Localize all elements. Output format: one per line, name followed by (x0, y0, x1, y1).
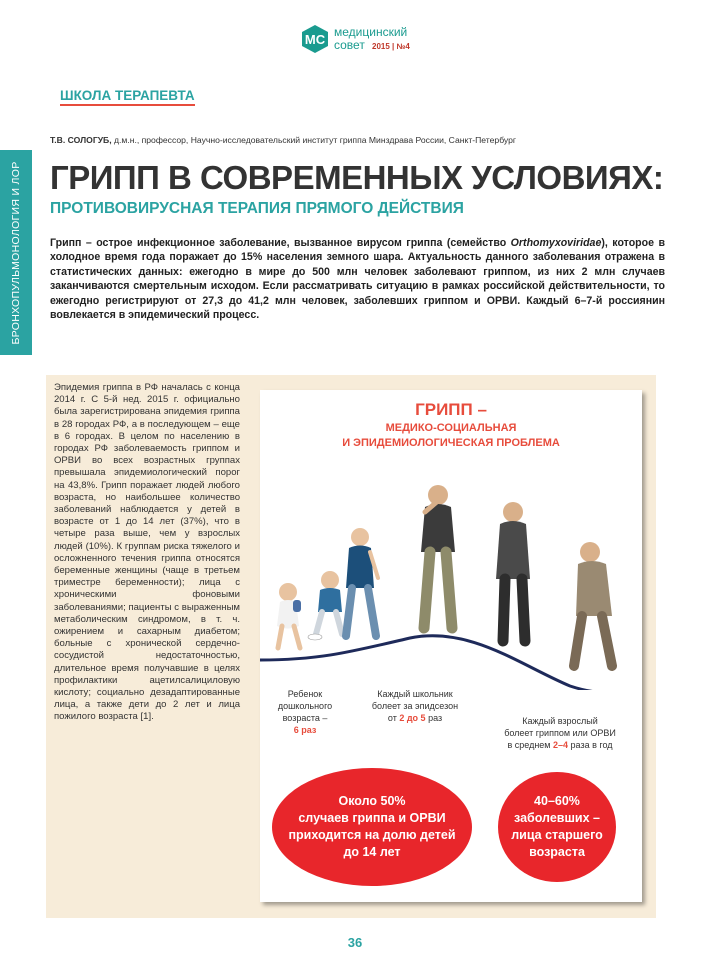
infographic-title: ГРИПП – (415, 400, 487, 419)
caption-child: Ребенок дошкольного возраста – 6 раз (277, 689, 333, 735)
toddler-figure (308, 571, 342, 640)
sidebar-label: БРОНХОПУЛЬМОНОЛОГИЯ И ЛОР (10, 160, 22, 345)
article-title: ГРИПП В СОВРЕМЕННЫХ УСЛОВИЯХ: (50, 159, 664, 196)
svg-text:МС: МС (304, 32, 326, 47)
section-sidebar (0, 150, 32, 355)
body-text: Эпидемия гриппа в РФ началась с конца 2014 г. С 5-й нед. 2015 г. официально была зарегистрирована эпидемия гриппа в 28 городах РФ, а в последующем – еще в 6 городах. В целом по населению в городах РФ заболеваемость гриппом и ОРВИ во всех возрастных группах превышала эпидемиологический порог на 43,8%. Грипп поражает людей любого возраста, но наибольшее количество заболеваний наблюдается у детей в возрасте от 1 до 14 лет (37%), что в четыре раза выше, чем у взрослых людей (10%). К группам риска тяжелого и осложненного течения гриппа относятся беременные женщины (чаще в третьем триместре беременности); лица с хроническими фоновыми заболеваниями; пациенты с выраженным метаболическим синдромом, в т. ч. ожирением и сахарным диабетом; больные с хронической сердечно-сосудистой недостаточностью, длительное время получавшие в целях профилактики ацетилсалициловую кислоту; социально дезадаптированные лица, а также дети до 2 лет и лица пожилого возраста [1]. (54, 382, 240, 723)
section-heading: ШКОЛА ТЕРАПЕВТА (60, 88, 195, 106)
infographic-subtitle-line2: И ЭПИДЕМИОЛОГИЧЕСКАЯ ПРОБЛЕМА (342, 437, 560, 449)
infographic-subtitle-line1: МЕДИКО-СОЦИАЛЬНАЯ (385, 422, 517, 434)
issue-number: 2015 | №4 (372, 42, 410, 51)
stat-children-oval: Около 50% случаев гриппа и ОРВИ приходится на долю детей до 14 лет (272, 768, 472, 886)
caption-schoolchild: Каждый школьник болеет за эпидсезон от 2 до 5 раз (371, 689, 459, 723)
adult-man-figure (496, 502, 530, 641)
trend-curve (260, 636, 642, 690)
page-number: 36 (347, 935, 363, 950)
people-illustration (260, 460, 642, 690)
logo-mark-icon (300, 24, 330, 54)
author-details: д.м.н., профессор, Научно-исследовательский институт гриппа Минздрава России, Санкт-Петербург (111, 135, 517, 145)
journal-logo (300, 22, 430, 62)
author-name: Т.В. СОЛОГУБ, (50, 135, 112, 145)
article-subtitle: ПРОТИВОВИРУСНАЯ ТЕРАПИЯ ПРЯМОГО ДЕЙСТВИЯ (50, 200, 464, 217)
elderly-man-figure (574, 542, 612, 666)
logo-text-line1: медицинский (334, 25, 408, 39)
baby-figure (277, 583, 301, 648)
stat-elderly-oval: 40–60% заболевших – лица старшего возраста (498, 772, 616, 882)
teen-figure (421, 485, 455, 628)
author-line (50, 135, 516, 145)
schoolboy-figure (346, 528, 378, 636)
caption-adult: Каждый взрослый болеет гриппом или ОРВИ в среднем 2–4 раза в год (504, 716, 616, 750)
infographic (260, 390, 642, 902)
logo-text-line2: совет (334, 38, 365, 52)
lead-paragraph: Грипп – острое инфекционное заболевание, вызванное вирусом гриппа (семейство Orthomyxoviridae), которое в холодное время года поражает до 15% населения земного шара. Актуальность данного заболевания отражена в статистических данных: ежегодно в мире до 500 млн человек заболевают гриппом, из них 2 млн случаев заканчиваются смертельным исходом. Если рассматривать ситуацию в рамках российской действительности, то ежегодно регистрируют от 27,3 до 41,2 млн человек, заболевших гриппом и ОРВИ. Каждый 6–7-й россиянин вовлекается в эпидемический процесс. (50, 237, 665, 322)
